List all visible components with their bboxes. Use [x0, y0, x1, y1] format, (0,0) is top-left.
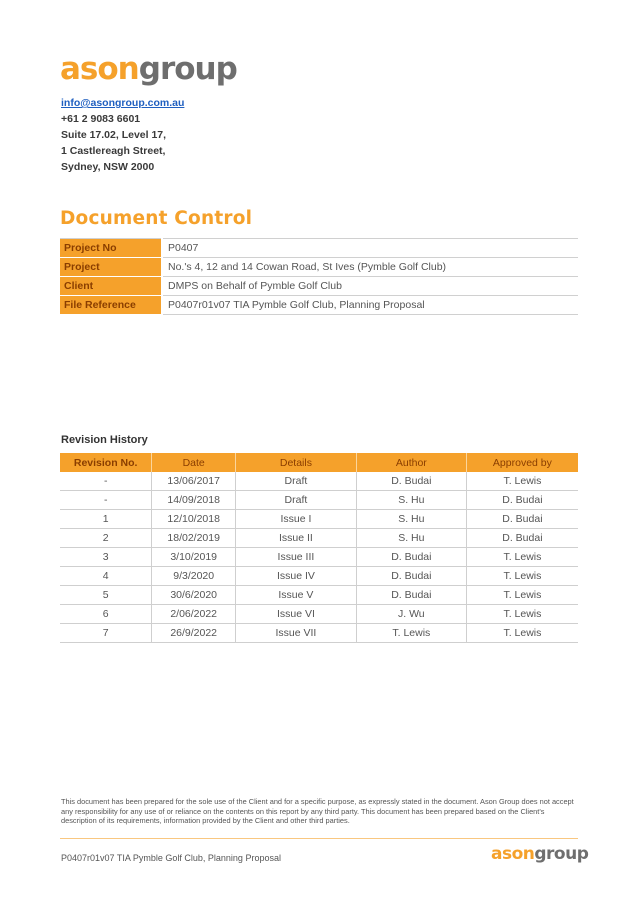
field-value: DMPS on Behalf of Pymble Golf Club [162, 277, 578, 296]
table-row [60, 472, 578, 491]
date-cell: 14/09/2018 [152, 491, 236, 510]
details-cell: Draft [235, 491, 356, 510]
ason-group-logo [60, 51, 237, 87]
column-header-approved-by: Approved by [466, 453, 578, 472]
details-cell: Issue I [235, 510, 356, 529]
table-row [60, 548, 578, 567]
revision-number-cell: 3 [60, 548, 152, 567]
approved-by-cell: T. Lewis [466, 605, 578, 624]
details-cell: Issue VI [235, 605, 356, 624]
field-value: No.'s 4, 12 and 14 Cowan Road, St Ives (Pymble Golf Club) [162, 258, 578, 277]
logo-part-ason: ason [491, 844, 535, 864]
approved-by-cell: T. Lewis [466, 586, 578, 605]
date-cell: 12/10/2018 [152, 510, 236, 529]
date-cell: 9/3/2020 [152, 567, 236, 586]
field-value: P0407 [162, 239, 578, 258]
details-cell: Draft [235, 472, 356, 491]
revision-number-cell: 4 [60, 567, 152, 586]
table-row [60, 510, 578, 529]
revision-history-table [60, 453, 578, 643]
logo-part-ason: ason [60, 51, 139, 87]
details-cell: Issue III [235, 548, 356, 567]
email-link[interactable]: info@asongroup.com.au [61, 97, 185, 109]
author-cell: D. Budai [356, 548, 466, 567]
address-line-1: Suite 17.02, Level 17, [61, 129, 167, 141]
approved-by-cell: T. Lewis [466, 624, 578, 643]
approved-by-cell: T. Lewis [466, 567, 578, 586]
date-cell: 30/6/2020 [152, 586, 236, 605]
table-row [60, 605, 578, 624]
author-cell: S. Hu [356, 529, 466, 548]
approved-by-cell: T. Lewis [466, 548, 578, 567]
date-cell: 18/02/2019 [152, 529, 236, 548]
document-control-table [60, 238, 578, 315]
details-cell: Issue V [235, 586, 356, 605]
details-cell: Issue II [235, 529, 356, 548]
date-cell: 26/9/2022 [152, 624, 236, 643]
address-line-2: 1 Castlereagh Street, [61, 145, 166, 157]
column-header-author: Author [356, 453, 466, 472]
table-row [60, 258, 578, 277]
revision-number-cell: 7 [60, 624, 152, 643]
logo-part-group: group [138, 51, 237, 87]
approved-by-cell: D. Budai [466, 529, 578, 548]
author-cell: D. Budai [356, 567, 466, 586]
date-cell: 2/06/2022 [152, 605, 236, 624]
footer-divider [60, 838, 578, 839]
details-cell: Issue IV [235, 567, 356, 586]
approved-by-cell: T. Lewis [466, 472, 578, 491]
revision-number-cell: 2 [60, 529, 152, 548]
table-row [60, 491, 578, 510]
column-header-revision: Revision No. [60, 453, 152, 472]
table-row [60, 239, 578, 258]
field-label: Project No [60, 239, 162, 258]
date-cell: 13/06/2017 [152, 472, 236, 491]
footer-reference: P0407r01v07 TIA Pymble Golf Club, Planning Proposal [61, 853, 281, 863]
field-label: File Reference [60, 296, 162, 315]
revision-history-heading: Revision History [61, 434, 148, 446]
table-row [60, 567, 578, 586]
table-row [60, 586, 578, 605]
table-row [60, 296, 578, 315]
logo-part-group: group [534, 844, 589, 864]
field-label: Client [60, 277, 162, 296]
field-value: P0407r01v07 TIA Pymble Golf Club, Planning Proposal [162, 296, 578, 315]
phone-number: +61 2 9083 6601 [61, 113, 141, 125]
disclaimer-text: This document has been prepared for the sole use of the Client and for a specific purpose, as expressly stated in the document. Ason Group does not accept any responsibility for any use of or reliance on the contents on this report by any third party. This document has been prepared based on the Client's description of its requirements, information provided by the Client and other third parties. [61, 797, 574, 826]
footer-ason-group-logo [491, 846, 588, 863]
date-cell: 3/10/2019 [152, 548, 236, 567]
author-cell: T. Lewis [356, 624, 466, 643]
revision-number-cell: 6 [60, 605, 152, 624]
revision-number-cell: - [60, 472, 152, 491]
author-cell: S. Hu [356, 491, 466, 510]
field-label: Project [60, 258, 162, 277]
author-cell: S. Hu [356, 510, 466, 529]
revision-number-cell: - [60, 491, 152, 510]
contact-block [61, 95, 184, 175]
revision-number-cell: 5 [60, 586, 152, 605]
approved-by-cell: D. Budai [466, 491, 578, 510]
table-row [60, 529, 578, 548]
document-control-heading: Document Control [60, 208, 253, 229]
revision-history-body [60, 472, 578, 643]
author-cell: D. Budai [356, 586, 466, 605]
author-cell: D. Budai [356, 472, 466, 491]
column-header-details: Details [235, 453, 356, 472]
address-line-3: Sydney, NSW 2000 [61, 161, 155, 173]
table-row [60, 277, 578, 296]
revision-number-cell: 1 [60, 510, 152, 529]
table-header-row [60, 453, 578, 472]
details-cell: Issue VII [235, 624, 356, 643]
approved-by-cell: D. Budai [466, 510, 578, 529]
author-cell: J. Wu [356, 605, 466, 624]
table-row [60, 624, 578, 643]
column-header-date: Date [152, 453, 236, 472]
